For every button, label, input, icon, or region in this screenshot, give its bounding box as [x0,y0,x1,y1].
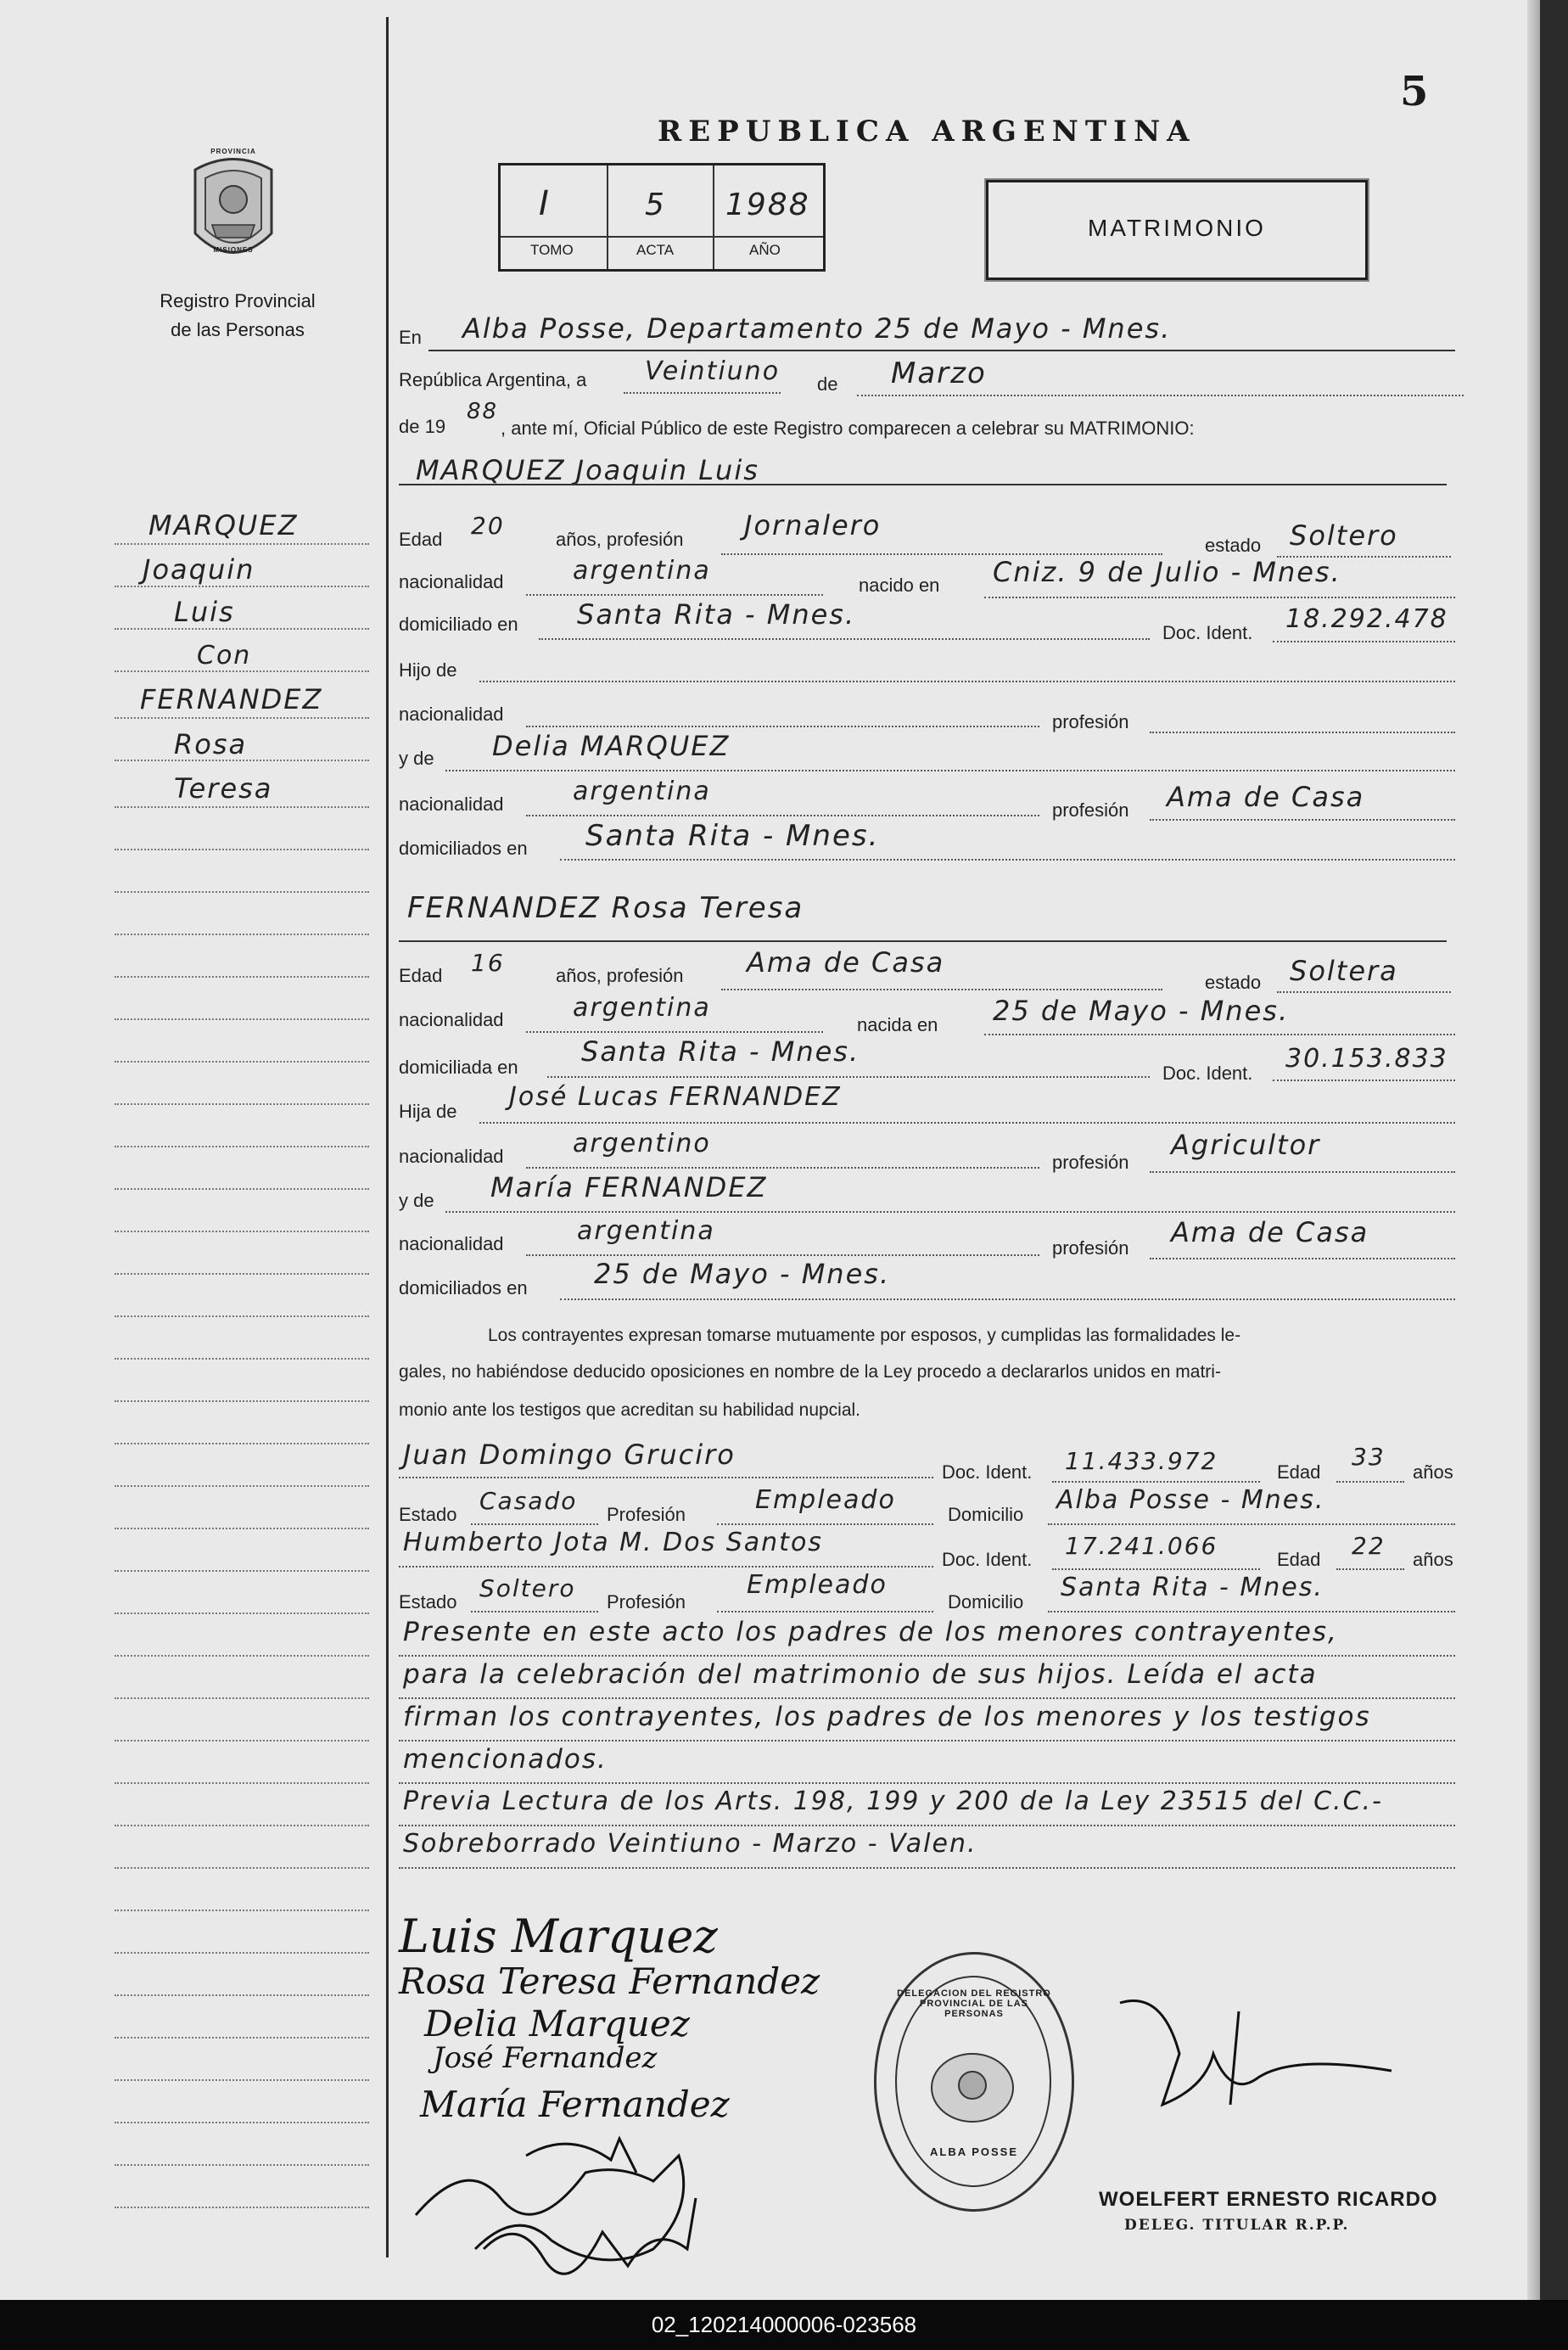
bride-name: FERNANDEZ Rosa Teresa [407,891,804,925]
witness2-doc-label: Doc. Ident. [942,1549,1033,1570]
witness1-dom-label: Domicilio [948,1504,1024,1525]
signature-groom-mother: Delia Marquez [424,2003,690,2044]
acta-value: 5 [645,188,666,222]
bride-estado: Soltera [1290,955,1398,987]
groom-nat-label: nacionalidad [399,571,504,592]
page-edge-shadow [1527,0,1540,2300]
bride-profession: Ama de Casa [747,946,945,979]
note-line2: para la celebración del matrimonio de sus hijos. Leída el acta [403,1659,1318,1690]
bride-mother-nat: argentina [577,1216,715,1246]
tomo-label: TOMO [530,242,574,258]
stamp-bottom-text: ALBA POSSE [929,2145,1019,2158]
republic-label: República Argentina, a [399,369,587,390]
note-line3: firman los contrayentes, los padres de los menores y los testigos [403,1702,1371,1732]
groom-mother-label: y de [399,748,434,769]
bride-dom-label: domiciliada en [399,1057,518,1078]
witness1-doc-label: Doc. Ident. [942,1461,1033,1483]
margin-surname-bride: FERNANDEZ [140,683,323,715]
registry-name-line2: de las Personas [171,319,305,340]
witness1-estado: Casado [479,1487,578,1515]
bride-age-label: Edad [399,965,443,986]
groom-profession: Jornalero [744,509,882,541]
groom-profession-label: años, profesión [556,529,684,550]
groom-mother-prof: Ama de Casa [1167,781,1365,813]
bride-father-prof-label: profesión [1052,1152,1129,1173]
year-suffix: 88 [467,399,499,424]
witness1-doc: 11.433.972 [1065,1447,1218,1475]
declaration-line2: gales, no habiéndose deducido oposiciones en nombre de la Ley procedo a declararlos unidos en matri- [399,1362,1221,1382]
witness1-profession: Empleado [755,1485,896,1515]
registry-name-line1: Registro Provincial [160,290,316,311]
groom-mother: Delia MARQUEZ [492,730,731,762]
bride-born-label: nacida en [857,1014,938,1035]
bride-profession-label: años, profesión [556,965,684,986]
groom-father-nat-label: nacionalidad [399,704,504,725]
declaration-line3: monio ante los testigos que acreditan su habilidad nupcial. [399,1400,861,1420]
bride-hija-label: Hija de [399,1101,457,1122]
bride-mother-prof-label: profesión [1052,1237,1129,1259]
witness1-prof-label: Profesión [607,1504,686,1525]
groom-doc: 18.292.478 [1285,604,1448,634]
year-prefix: de 19 [399,416,446,437]
signature-bride-father: José Fernandez [433,2041,658,2075]
appearance-statement: , ante mí, Oficial Público de este Registro comparecen a celebrar su MATRIMONIO: [501,418,1195,439]
signature-bride-mother: María Fernandez [420,2084,730,2125]
groom-born-label: nacido en [859,575,940,596]
margin-middle-groom: Luis [174,596,235,628]
signature-groom: Luis Marquez [399,1910,718,1963]
ceremony-day: Veintiuno [645,356,781,386]
witness2-profession: Empleado [747,1570,888,1600]
witness2-doc: 17.241.066 [1065,1532,1218,1560]
anio-value: 1988 [725,188,810,222]
margin-con: Con [197,641,252,670]
scan-footer-id: 02_120214000006-023568 [0,2300,1568,2350]
groom-nationality: argentina [573,556,711,586]
anio-label: AÑO [749,242,781,258]
province-seal-icon [187,148,280,267]
witness1-anos-label: años [1413,1461,1453,1483]
groom-dom-label: domiciliado en [399,614,518,635]
bride-age: 16 [471,949,505,977]
margin-surname-groom: MARQUEZ [148,509,299,541]
margin-rule [386,17,389,2257]
groom-name: MARQUEZ Joaquin Luis [416,454,759,486]
note-line4: mencionados. [403,1744,608,1775]
seal-text-top: PROVINCIA [210,148,256,155]
note-line5: Previa Lectura de los Arts. 198, 199 y 200 de la Ley 23515 del C.C.- [403,1786,1383,1816]
witness-signatures-icon [399,2122,806,2291]
groom-age-label: Edad [399,529,443,550]
witness1-estado-label: Estado [399,1504,457,1525]
bride-father: José Lucas FERNANDEZ [509,1082,842,1112]
acta-label: ACTA [636,242,675,258]
bride-birthplace: 25 de Mayo - Mnes. [993,995,1290,1027]
officer-title: DELEG. TITULAR R.P.P. [1124,2217,1350,2234]
binder-edge [1540,0,1568,2300]
bride-father-nat: argentino [573,1129,711,1158]
officer-signature-icon [1112,1986,1400,2130]
witness1-name: Juan Domingo Gruciro [403,1439,736,1471]
country-title: REPUBLICA ARGENTINA [658,115,1196,149]
witness1-edad-label: Edad [1277,1461,1321,1483]
bride-parents-dom: 25 de Mayo - Mnes. [594,1258,891,1290]
bride-estado-label: estado [1205,972,1262,993]
groom-estado-label: estado [1205,535,1262,556]
official-stamp [874,1952,1074,2212]
ceremony-month: Marzo [891,356,987,390]
groom-doc-label: Doc. Ident. [1162,622,1253,643]
bride-doc-label: Doc. Ident. [1162,1063,1253,1084]
witness2-edad-label: Edad [1277,1549,1321,1570]
groom-hijo-label: Hijo de [399,659,457,681]
tomo-value: I [539,184,551,223]
margin-given-groom: Joaquin [143,553,255,586]
bride-parents-dom-label: domiciliados en [399,1277,528,1298]
groom-father-prof-label: profesión [1052,711,1129,732]
de-label: de [817,373,838,395]
groom-mother-nat-label: nacionalidad [399,794,504,815]
groom-domicile: Santa Rita - Mnes. [577,598,856,631]
witness2-domicile: Santa Rita - Mnes. [1061,1573,1324,1602]
bride-nationality: argentina [573,993,711,1023]
record-index-box [498,163,826,272]
witness2-anos-label: años [1413,1549,1453,1570]
groom-age: 20 [471,512,505,540]
en-label: En [399,327,422,348]
witness1-age: 33 [1352,1443,1386,1471]
groom-mother-nat: argentina [573,777,711,806]
witness2-estado: Soltero [479,1574,576,1602]
stamp-ring-text: DELEGACION DEL REGISTRO PROVINCIAL DE LAS PERSONAS [897,1988,1051,2019]
groom-birthplace: Cniz. 9 de Julio - Mnes. [993,556,1341,588]
page-number: 5 [1400,68,1429,115]
margin-given-bride: Rosa [174,728,248,760]
groom-mother-prof-label: profesión [1052,799,1129,821]
note-line6: Sobreborrado Veintiuno - Marzo - Valen. [403,1829,977,1859]
bride-domicile: Santa Rita - Mnes. [581,1035,860,1068]
witness1-domicile: Alba Posse - Mnes. [1056,1485,1325,1515]
groom-parents-dom: Santa Rita - Mnes. [585,819,880,853]
stamp-emblem-icon [926,2050,1019,2126]
officer-name: WOELFERT ERNESTO RICARDO [1099,2188,1438,2211]
note-line1: Presente en este acto los padres de los menores contrayentes, [403,1617,1338,1647]
bride-father-prof: Agricultor [1171,1129,1321,1161]
bride-mother-nat-label: nacionalidad [399,1233,504,1254]
groom-parents-dom-label: domiciliados en [399,838,528,859]
bride-mother-label: y de [399,1190,434,1211]
margin-middle-bride: Teresa [174,772,273,805]
groom-estado: Soltero [1290,519,1398,552]
witness2-name: Humberto Jota M. Dos Santos [403,1528,823,1557]
witness2-prof-label: Profesión [607,1591,686,1612]
bride-father-nat-label: nacionalidad [399,1146,504,1167]
bride-nat-label: nacionalidad [399,1009,504,1030]
record-type-box [986,180,1368,280]
witness2-age: 22 [1352,1532,1386,1560]
seal-text-bottom: MISIONES [213,246,254,254]
bride-mother-prof: Ama de Casa [1171,1216,1369,1248]
signature-bride: Rosa Teresa Fernandez [399,1960,820,2002]
ceremony-place: Alba Posse, Departamento 25 de Mayo - Mnes. [462,312,1172,345]
declaration-line1: Los contrayentes expresan tomarse mutuamente por esposos, y cumplidas las formalidades le- [488,1326,1241,1345]
bride-doc: 30.153.833 [1285,1044,1448,1074]
bride-mother: María FERNANDEZ [490,1171,768,1203]
witness2-dom-label: Domicilio [948,1591,1024,1612]
record-type: MATRIMONIO [1088,215,1266,241]
witness2-estado-label: Estado [399,1591,457,1612]
